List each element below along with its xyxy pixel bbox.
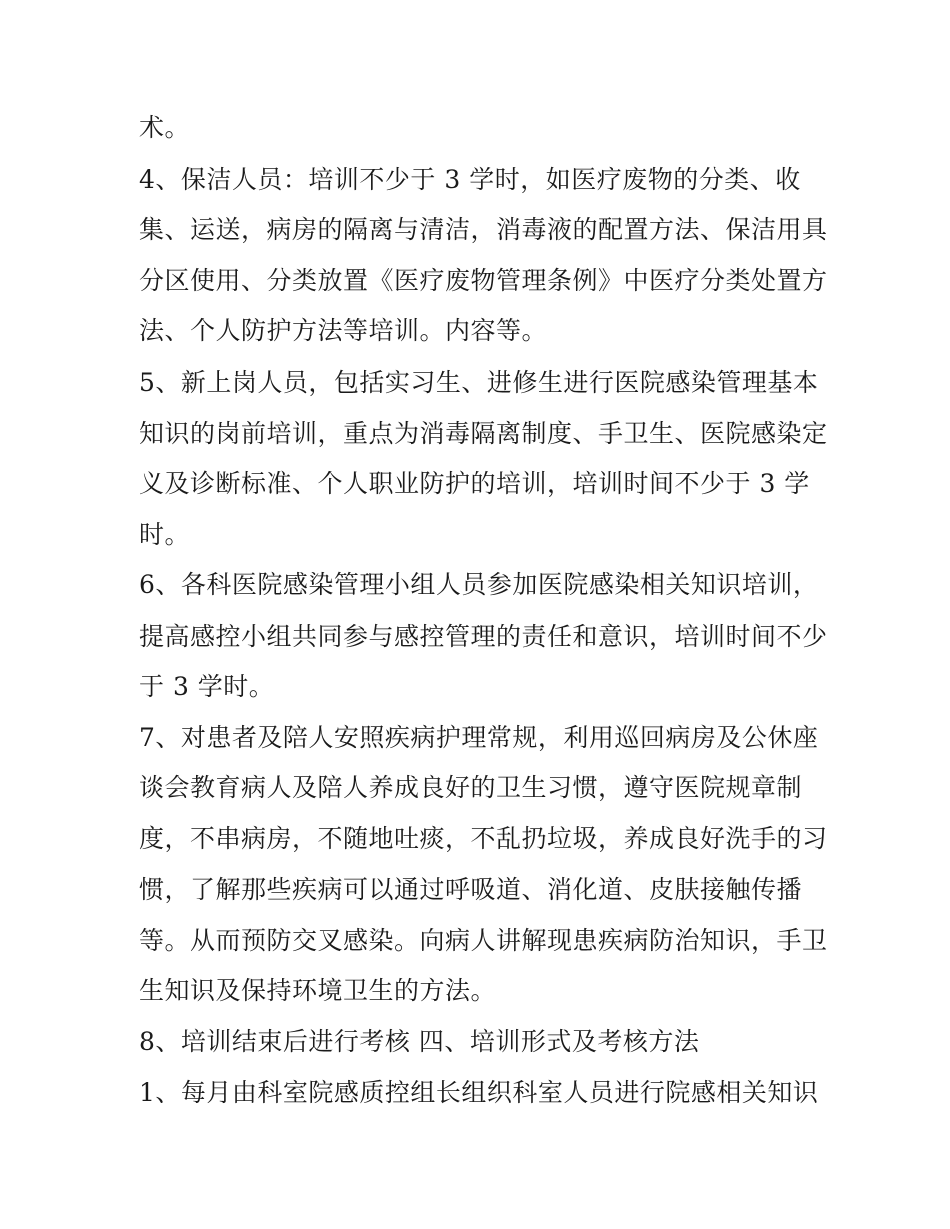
text-line: 谈会教育病人及陪人养成良好的卫生习惯，遵守医院规章制 — [139, 773, 803, 802]
text-line: 7、对患者及陪人安照疾病护理常规，利用巡回病房及公休座 — [139, 723, 819, 752]
text-line: 5、新上岗人员，包括实习生、进修生进行医院感染管理基本 — [139, 368, 819, 397]
text-line: 惯，了解那些疾病可以通过呼吸道、消化道、皮肤接触传播 — [139, 875, 803, 904]
text-line: 义及诊断标准、个人职业防护的培训，培训时间不少于 3 学 — [139, 469, 810, 498]
text-line: 于 3 学时。 — [139, 672, 275, 701]
text-line: 4、保洁人员：培训不少于 3 学时，如医疗废物的分类、收 — [139, 165, 801, 194]
text-line: 度，不串病房，不随地吐痰，不乱扔垃圾，养成良好洗手的习 — [139, 824, 828, 853]
text-line: 分区使用、分类放置《医疗废物管理条例》中医疗分类处置方 — [139, 266, 828, 295]
text-line: 8、培训结束后进行考核 四、培训形式及考核方法 — [139, 1027, 700, 1056]
text-line: 法、个人防护方法等培训。内容等。 — [139, 316, 548, 345]
text-line: 6、各科医院感染管理小组人员参加医院感染相关知识培训， — [139, 570, 819, 599]
text-line: 知识的岗前培训，重点为消毒隔离制度、手卫生、医院感染定 — [139, 419, 828, 448]
text-line: 1、每月由科室院感质控组长组织科室人员进行院感相关知识 — [139, 1078, 819, 1107]
text-line: 等。从而预防交叉感染。向病人讲解现患疾病防治知识，手卫 — [139, 926, 828, 955]
text-line: 生知识及保持环境卫生的方法。 — [139, 976, 497, 1005]
text-line: 提高感控小组共同参与感控管理的责任和意识，培训时间不少 — [139, 622, 828, 651]
text-line: 时。 — [139, 520, 191, 549]
text-line: 集、运送，病房的隔离与清洁，消毒液的配置方法、保洁用具 — [139, 215, 828, 244]
text-line: 术。 — [139, 113, 191, 142]
